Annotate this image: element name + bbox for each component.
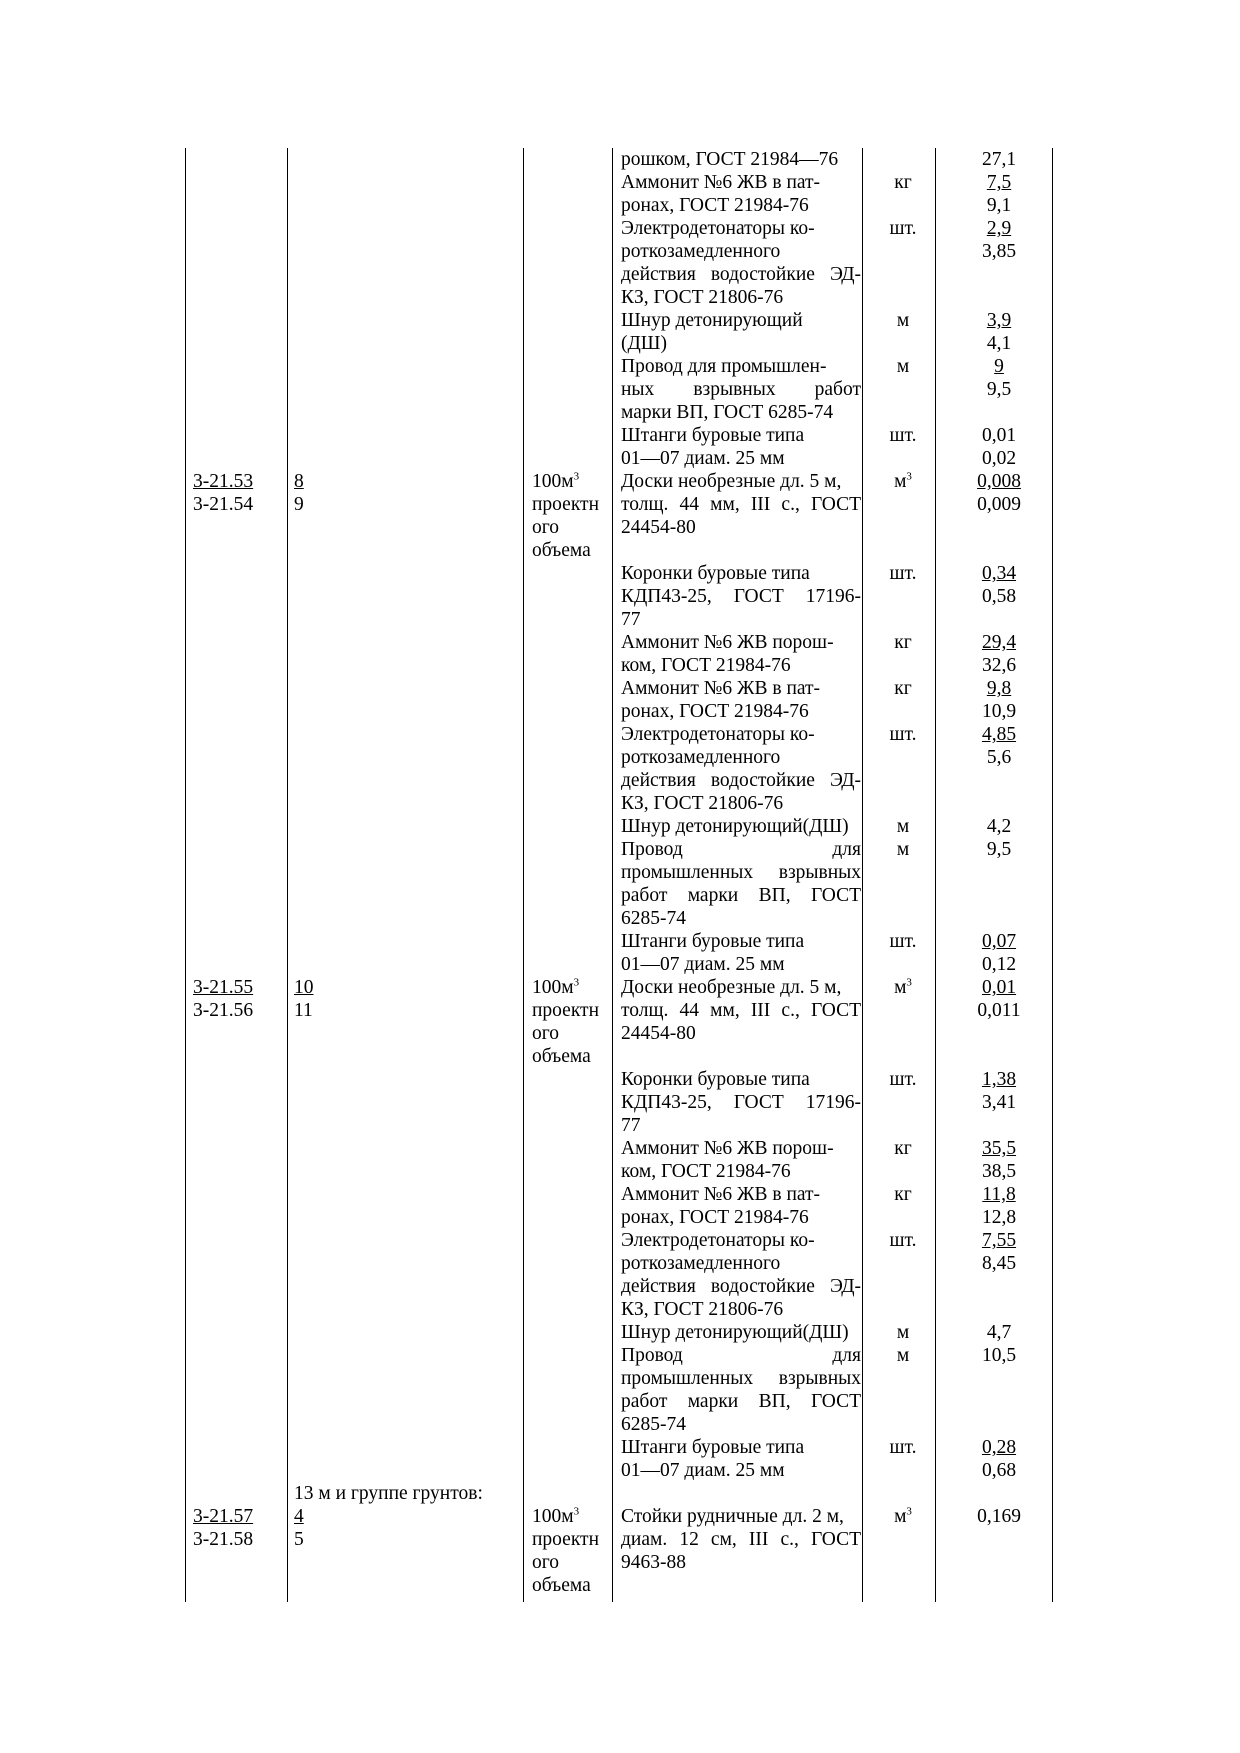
consumption-values: [946, 171, 1052, 217]
norm-code-numerator: 3-21.53: [193, 471, 254, 492]
description-line: работ марки ВП, ГОСТ: [621, 885, 861, 906]
value-denominator: 0,68: [981, 1460, 1017, 1481]
value-denominator: 3,41: [981, 1092, 1017, 1113]
table-subheader: 13 м и группе грунтов:: [294, 1483, 483, 1504]
measure-unit: м: [896, 310, 910, 331]
measure-unit: м: [896, 356, 910, 377]
norm-unit-line: объема: [532, 1046, 591, 1067]
value-denominator: 32,6: [981, 655, 1017, 676]
consumption-values: [946, 309, 1052, 355]
description-line: Аммонит №6 ЖВ в пат-: [621, 172, 821, 193]
consumption-values: [946, 1505, 1052, 1528]
description-line: марки ВП, ГОСТ 6285-74: [621, 402, 834, 423]
consumption-values: [946, 815, 1052, 838]
column-divider: [523, 148, 524, 1602]
material-description: [621, 309, 861, 355]
norm-code-denominator: 3-21.58: [193, 1529, 254, 1550]
description-line: 01—07 диам. 25 мм: [621, 448, 785, 469]
description-line: Доски необрезные дл. 5 м,: [621, 471, 842, 492]
norm-code-numerator: 3-21.57: [193, 1506, 254, 1527]
value-numerator: 7,5: [986, 172, 1012, 193]
consumption-values: [946, 976, 1052, 1022]
value-numerator: 9,8: [986, 678, 1012, 699]
material-description: [621, 677, 861, 723]
value-denominator: 4,1: [986, 333, 1012, 354]
depth-number: [294, 976, 519, 1022]
value-single: 4,2: [986, 816, 1012, 837]
measure-unit: шт.: [889, 563, 917, 584]
value-numerator: 3,9: [986, 310, 1012, 331]
consumption-values: [946, 1321, 1052, 1344]
description-line: Штанги буровые типа: [621, 1437, 805, 1458]
material-description: [621, 1137, 861, 1183]
description-line: Доски необрезные дл. 5 м,: [621, 977, 842, 998]
value-numerator: 7,55: [981, 1230, 1017, 1251]
description-line: Электродетонаторы ко-: [621, 218, 815, 239]
column-divider: [612, 148, 613, 1602]
value-denominator: 10,9: [981, 701, 1017, 722]
description-line: 01—07 диам. 25 мм: [621, 954, 785, 975]
material-description: [621, 723, 861, 815]
consumption-values: [946, 677, 1052, 723]
description-line: 6285-74: [621, 908, 686, 929]
description-line: Стойки рудничные дл. 2 м,: [621, 1506, 844, 1527]
material-description: [621, 562, 861, 631]
description-line: Шнур детонирующий: [621, 310, 803, 331]
value-numerator: 0,01: [981, 425, 1017, 446]
description-line: Провод для: [621, 1345, 861, 1366]
norm-unit-line: ого: [532, 1023, 560, 1044]
description-line: диам. 12 см, III с., ГОСТ: [621, 1529, 861, 1550]
measure-unit: шт.: [889, 724, 917, 745]
description-line: Аммонит №6 ЖВ порош-: [621, 632, 834, 653]
measure-unit: м: [896, 816, 910, 837]
norm-code: [193, 1505, 288, 1551]
value-numerator: 1,38: [981, 1069, 1017, 1090]
norm-code: [193, 470, 288, 516]
description-line: толщ. 44 мм, III с., ГОСТ: [621, 494, 861, 515]
measure-unit: шт.: [889, 218, 917, 239]
depth-denominator: 5: [294, 1529, 304, 1550]
consumption-values: [946, 424, 1052, 470]
consumption-values: [946, 1229, 1052, 1275]
measure-unit: шт.: [889, 1069, 917, 1090]
description-line: промышленных взрывных: [621, 862, 861, 883]
consumption-values: [946, 631, 1052, 677]
material-description: [621, 1344, 861, 1436]
consumption-values: [946, 562, 1052, 608]
measure-unit: шт.: [889, 931, 917, 952]
consumption-values: [946, 930, 1052, 976]
description-line: ком, ГОСТ 21984-76: [621, 1161, 791, 1182]
column-divider: [1052, 148, 1053, 1602]
measure-unit: шт.: [889, 425, 917, 446]
description-line: КЗ, ГОСТ 21806-76: [621, 287, 784, 308]
measure-unit: кг: [894, 632, 912, 653]
value-denominator: 12,8: [981, 1207, 1017, 1228]
column-divider: [185, 148, 186, 1602]
description-line: Провод для промышлен-: [621, 356, 827, 377]
norm-code: [193, 976, 288, 1022]
value-numerator: 0,34: [981, 563, 1017, 584]
depth-numerator: 10: [294, 977, 314, 998]
norm-unit-line: проектн: [532, 494, 600, 515]
column-divider: [287, 148, 288, 1602]
consumption-values: [946, 217, 1052, 263]
description-line: 9463-88: [621, 1552, 686, 1573]
material-description: [621, 930, 861, 976]
consumption-values: [946, 838, 1052, 861]
measure-unit: шт.: [889, 1437, 917, 1458]
material-description: [621, 470, 861, 539]
consumption-values: [946, 1137, 1052, 1183]
description-line: рошком, ГОСТ 21984—76: [621, 149, 839, 170]
consumption-values: [946, 355, 1052, 401]
value-denominator: 0,02: [981, 448, 1017, 469]
description-line: Шнур детонирующий(ДШ): [621, 816, 849, 837]
measure-unit: шт.: [889, 1230, 917, 1251]
description-line: 01—07 диам. 25 мм: [621, 1460, 785, 1481]
description-line: ронах, ГОСТ 21984-76: [621, 701, 809, 722]
measure-unit: $м^3$: [894, 976, 912, 998]
value-denominator: 0,12: [981, 954, 1017, 975]
consumption-values: [946, 723, 1052, 769]
value-single: 10,5: [981, 1345, 1017, 1366]
material-description: [621, 815, 861, 838]
value-denominator: 38,5: [981, 1161, 1017, 1182]
value-numerator: 0,01: [981, 977, 1017, 998]
material-description: [621, 171, 861, 217]
norm-unit-line: ого: [532, 517, 560, 538]
value-numerator: 0,07: [981, 931, 1017, 952]
depth-denominator: 9: [294, 494, 304, 515]
consumption-values: [946, 1344, 1052, 1367]
depth-number: [294, 1505, 519, 1551]
norm-unit-line: ого: [532, 1552, 560, 1573]
value-numerator: 4,85: [981, 724, 1017, 745]
description-line: Аммонит №6 ЖВ в пат-: [621, 678, 821, 699]
description-line: роткозамедленного: [621, 1253, 781, 1274]
description-line: (ДШ): [621, 333, 667, 354]
value-numerator: 2,9: [986, 218, 1012, 239]
measure-unit: м: [896, 1345, 910, 1366]
norm-unit-line: $100м^3$: [532, 976, 580, 998]
norm-code-numerator: 3-21.55: [193, 977, 254, 998]
description-line: роткозамедленного: [621, 241, 781, 262]
material-description: [621, 1068, 861, 1137]
description-line: толщ. 44 мм, III с., ГОСТ: [621, 1000, 861, 1021]
measure-unit: кг: [894, 1138, 912, 1159]
value-numerator: 9: [994, 356, 1004, 377]
norm-unit: [532, 976, 612, 1068]
measure-unit: м: [896, 839, 910, 860]
material-description: [621, 1436, 861, 1482]
description-line: ронах, ГОСТ 21984-76: [621, 1207, 809, 1228]
description-line: ных взрывных работ: [621, 379, 861, 400]
measure-unit: кг: [894, 172, 912, 193]
norm-unit-line: $100м^3$: [532, 470, 580, 492]
depth-number: [294, 470, 519, 516]
norm-unit-line: объема: [532, 540, 591, 561]
norm-unit: [532, 1505, 612, 1597]
value-denominator: 0,011: [977, 1000, 1021, 1021]
measure-unit: кг: [894, 1184, 912, 1205]
material-description: [621, 424, 861, 470]
measure-unit: $м^3$: [894, 1505, 912, 1527]
material-description: [621, 355, 861, 424]
description-line: Электродетонаторы ко-: [621, 724, 815, 745]
material-description: [621, 1183, 861, 1229]
description-line: работ марки ВП, ГОСТ: [621, 1391, 861, 1412]
depth-denominator: 11: [294, 1000, 313, 1021]
measure-unit: кг: [894, 678, 912, 699]
norm-unit-line: проектн: [532, 1529, 600, 1550]
value-single: 4,7: [986, 1322, 1012, 1343]
column-divider: [862, 148, 863, 1602]
description-line: промышленных взрывных: [621, 1368, 861, 1389]
description-line: ронах, ГОСТ 21984-76: [621, 195, 809, 216]
description-line: КЗ, ГОСТ 21806-76: [621, 1299, 784, 1320]
description-line: Коронки буровые типа: [621, 1069, 810, 1090]
value-single: 0,169: [977, 1506, 1021, 1527]
depth-numerator: 8: [294, 471, 304, 492]
value-single: 9,5: [986, 839, 1012, 860]
value-denominator: 0,009: [977, 494, 1021, 515]
value-single: 27,1: [981, 149, 1017, 170]
material-description: [621, 976, 861, 1045]
material-description: [621, 631, 861, 677]
description-line: Аммонит №6 ЖВ порош-: [621, 1138, 834, 1159]
value-denominator: 9,1: [986, 195, 1012, 216]
description-line: 77: [621, 609, 641, 630]
description-line: 24454-80: [621, 1023, 696, 1044]
description-line: Штанги буровые типа: [621, 931, 805, 952]
material-description: [621, 148, 861, 171]
description-line: 24454-80: [621, 517, 696, 538]
norm-unit: [532, 470, 612, 562]
measure-unit: м: [896, 1322, 910, 1343]
description-line: КДП43-25, ГОСТ 17196-: [621, 1092, 861, 1113]
consumption-values: [946, 1436, 1052, 1482]
description-line: 77: [621, 1115, 641, 1136]
description-line: действия водостойкие ЭД-: [621, 264, 861, 285]
consumption-values: [946, 470, 1052, 516]
consumption-values: [946, 1068, 1052, 1114]
material-description: [621, 1229, 861, 1321]
value-denominator: 9,5: [986, 379, 1012, 400]
measure-unit: $м^3$: [894, 470, 912, 492]
description-line: КЗ, ГОСТ 21806-76: [621, 793, 784, 814]
norm-unit-line: объема: [532, 1575, 591, 1596]
value-numerator: 35,5: [981, 1138, 1017, 1159]
description-line: КДП43-25, ГОСТ 17196-: [621, 586, 861, 607]
description-line: действия водостойкие ЭД-: [621, 770, 861, 791]
norm-unit-line: проектн: [532, 1000, 600, 1021]
description-line: Электродетонаторы ко-: [621, 1230, 815, 1251]
norm-code-denominator: 3-21.56: [193, 1000, 254, 1021]
description-line: Аммонит №6 ЖВ в пат-: [621, 1184, 821, 1205]
material-description: [621, 1321, 861, 1344]
norm-code-denominator: 3-21.54: [193, 494, 254, 515]
description-line: Штанги буровые типа: [621, 425, 805, 446]
value-numerator: 29,4: [981, 632, 1017, 653]
description-line: ком, ГОСТ 21984-76: [621, 655, 791, 676]
value-numerator: 11,8: [982, 1184, 1016, 1205]
description-line: действия водостойкие ЭД-: [621, 1276, 861, 1297]
material-description: [621, 838, 861, 930]
description-line: роткозамедленного: [621, 747, 781, 768]
value-denominator: 0,58: [981, 586, 1017, 607]
material-description: [621, 217, 861, 309]
norm-unit-line: $100м^3$: [532, 1505, 580, 1527]
value-numerator: 0,008: [977, 471, 1021, 492]
consumption-values: [946, 1183, 1052, 1229]
depth-numerator: 4: [294, 1506, 304, 1527]
description-line: 6285-74: [621, 1414, 686, 1435]
value-denominator: 5,6: [986, 747, 1012, 768]
consumption-values: [946, 148, 1052, 171]
description-line: Провод для: [621, 839, 861, 860]
value-numerator: 0,28: [981, 1437, 1017, 1458]
value-denominator: 3,85: [981, 241, 1017, 262]
description-line: Шнур детонирующий(ДШ): [621, 1322, 849, 1343]
material-description: [621, 1505, 861, 1574]
value-denominator: 8,45: [981, 1253, 1017, 1274]
description-line: Коронки буровые типа: [621, 563, 810, 584]
